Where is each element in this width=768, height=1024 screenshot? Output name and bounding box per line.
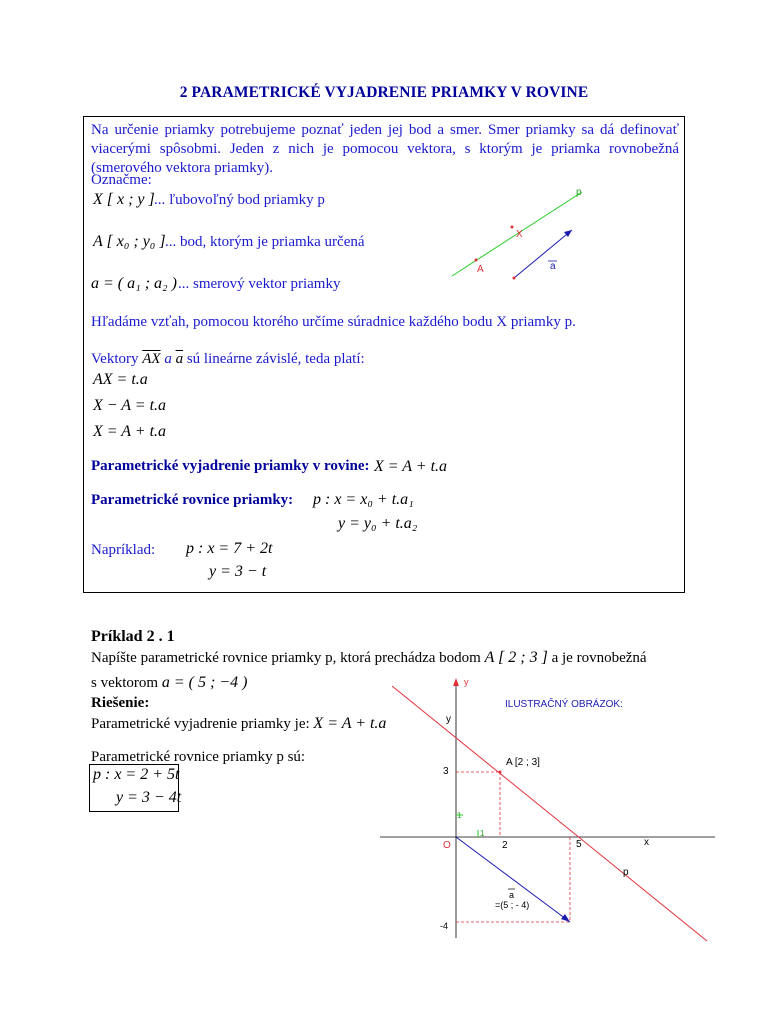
label-3: 3 (443, 766, 449, 777)
def-a-text: ... bod, ktorým je priamka určená (165, 234, 365, 250)
solution-line2: Parametrické rovnice priamky p sú: (91, 749, 306, 765)
equation-3: X = A + t.a (93, 423, 167, 440)
point-x (511, 226, 514, 229)
task-point: A [ 2 ; 3 ] (484, 649, 548, 666)
box-diagram (440, 180, 600, 290)
label-x: X (516, 229, 523, 240)
label-p: p (623, 867, 629, 878)
label-origin: O (443, 840, 451, 851)
def-x-math: X [ x ; y ] (93, 191, 155, 208)
vectors-and: a (164, 351, 172, 367)
parametric-label: Parametrické vyjadrenie priamky v rovine: (91, 458, 370, 474)
rovnice-eq1: p : x = x₀ + t.a₁ (313, 491, 414, 508)
label-point-a: A [2 ; 3] (506, 757, 540, 768)
napriklad-label: Napríklad: (91, 542, 156, 558)
example-task-line2 (91, 674, 247, 692)
label-1-y: 1 (457, 811, 462, 820)
point-a (499, 771, 502, 774)
def-x-text: ... ľubovoľný bod priamky p (154, 192, 325, 208)
label-5: 5 (576, 839, 582, 850)
vectors-rest: sú lineárne závislé, teda platí: (186, 351, 365, 367)
vector-a-arrowhead (561, 914, 570, 922)
page-title: 2 PARAMETRICKÉ VYJADRENIE PRIAMKY V ROVINE (179, 84, 589, 101)
task-text-3: s vektorom (91, 675, 159, 691)
vector-a: $\overline{a}$ (175, 351, 184, 367)
vector-start (513, 277, 516, 280)
equation-1: AX = t.a (93, 371, 148, 388)
label-vec-a: a (509, 890, 515, 900)
label-1-x: 1 (480, 829, 485, 838)
example-task-line1 (91, 649, 647, 667)
label-x: x (644, 837, 649, 848)
intro-paragraph: Na určenie priamky potrebujeme poznať jeden jej bod a smer. Smer priamky sa dá definovať viacerými spôsobmi. Jeden z nich je pomocou vektora, s ktorým je priamka rovnobežná (smerového vektora priamky). (91, 122, 679, 176)
answer-eq1: p : x = 2 + 5t (93, 766, 180, 783)
illustration-caption: ILUSTRAČNÝ OBRÁZOK: (505, 699, 623, 710)
vector-a (514, 230, 572, 278)
label-y: y (446, 714, 451, 725)
label-vec-value: =(5 ; - 4) (495, 900, 530, 910)
solution-label: Riešenie: (91, 695, 150, 711)
label-minus-4: -4 (440, 921, 449, 931)
vector-ax: $\overline{AX}$ (142, 351, 161, 367)
label-a: A (477, 264, 484, 275)
solution-line1 (91, 715, 386, 733)
y-axis-label: y (464, 677, 469, 687)
napriklad-eq1: p : x = 7 + 2t (186, 540, 273, 557)
point-a (475, 259, 478, 262)
def-vec-text: ... smerový vektor priamky (178, 276, 341, 292)
label-p: p (576, 187, 582, 198)
def-vec-math: a = ( a₁ ; a₂ ) (91, 275, 177, 292)
oznacme-label: Označme: (91, 172, 152, 188)
equation-2: X − A = t.a (93, 397, 167, 414)
vectors-line (91, 351, 365, 368)
label-vec-a: a (550, 261, 556, 272)
search-text: Hľadáme vzťah, pomocou ktorého určíme súradnice každého bodu X priamky p. (91, 314, 576, 330)
solution-line1-math: X = A + t.a (313, 715, 387, 732)
def-a-math: A [ x₀ ; y₀ ] (93, 233, 166, 250)
y-axis-arrow (453, 678, 459, 686)
line-p (392, 686, 707, 941)
parametric-formula: X = A + t.a (374, 458, 448, 475)
rovnice-label: Parametrické rovnice priamky: (91, 492, 294, 508)
rovnice-eq2: y = y₀ + t.a₂ (338, 515, 418, 532)
answer-eq2: y = 3 − 4t (116, 789, 182, 806)
napriklad-eq2: y = 3 − t (209, 563, 267, 580)
task-text-1: Napíšte parametrické rovnice priamky p, ktorá prechádza bodom (91, 650, 481, 666)
example-heading: Príklad 2 . 1 (91, 628, 175, 645)
task-vector: a = ( 5 ; −4 ) (161, 674, 248, 691)
label-2: 2 (502, 840, 508, 851)
vectors-lead: Vektory (91, 351, 139, 367)
solution-line1-text: Parametrické vyjadrenie priamky je: (91, 716, 310, 732)
illustration-graph (380, 670, 720, 950)
task-text-2: a je rovnobežná (551, 650, 647, 666)
